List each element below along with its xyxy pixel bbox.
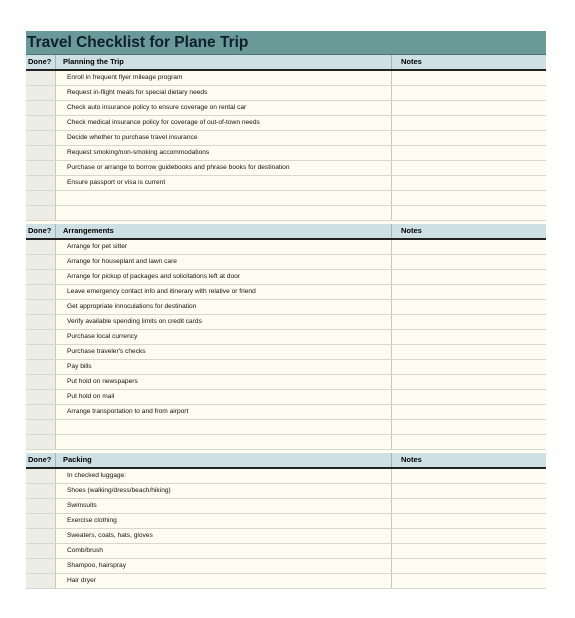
sections-container bbox=[26, 55, 546, 589]
notes-cell[interactable] bbox=[391, 375, 546, 389]
section-header-row bbox=[26, 224, 546, 240]
notes-cell[interactable] bbox=[391, 315, 546, 329]
checklist-row bbox=[26, 390, 546, 405]
notes-cell[interactable] bbox=[391, 116, 546, 130]
task-cell[interactable]: Comb/brush bbox=[55, 544, 391, 558]
notes-cell[interactable] bbox=[391, 330, 546, 344]
notes-column-header: Notes bbox=[391, 55, 546, 69]
notes-cell[interactable] bbox=[391, 559, 546, 573]
done-column-header: Done? bbox=[28, 226, 52, 235]
checklist-row bbox=[26, 544, 546, 559]
task-cell[interactable]: Swimsuits bbox=[55, 499, 391, 513]
checklist-row bbox=[26, 345, 546, 360]
task-cell[interactable]: In checked luggage: bbox=[55, 469, 391, 483]
checklist-row bbox=[26, 176, 546, 191]
checklist-row bbox=[26, 206, 546, 221]
done-cell[interactable] bbox=[26, 529, 55, 543]
notes-cell[interactable] bbox=[391, 435, 546, 449]
checklist-row bbox=[26, 300, 546, 315]
checklist-row bbox=[26, 315, 546, 330]
task-cell[interactable]: Pay bills bbox=[55, 360, 391, 374]
done-cell[interactable] bbox=[26, 360, 55, 374]
done-cell[interactable] bbox=[26, 484, 55, 498]
task-cell[interactable] bbox=[55, 435, 391, 449]
checklist-row bbox=[26, 559, 546, 574]
checklist-row bbox=[26, 191, 546, 206]
checklist-row bbox=[26, 116, 546, 131]
done-cell[interactable] bbox=[26, 101, 55, 115]
checklist-row bbox=[26, 435, 546, 450]
task-cell[interactable]: Leave emergency contact info and itinerary with relative or friend bbox=[55, 285, 391, 299]
notes-cell[interactable] bbox=[391, 206, 546, 220]
checklist-row bbox=[26, 529, 546, 544]
notes-cell[interactable] bbox=[391, 176, 546, 190]
task-cell[interactable]: Exercise clothing bbox=[55, 514, 391, 528]
checklist-row bbox=[26, 146, 546, 161]
done-cell[interactable] bbox=[26, 469, 55, 483]
notes-cell[interactable] bbox=[391, 405, 546, 419]
checklist-row bbox=[26, 574, 546, 589]
title-bar bbox=[26, 31, 546, 55]
done-cell[interactable] bbox=[26, 420, 55, 434]
checklist-row bbox=[26, 360, 546, 375]
notes-cell[interactable] bbox=[391, 420, 546, 434]
notes-cell[interactable] bbox=[391, 240, 546, 254]
notes-cell[interactable] bbox=[391, 484, 546, 498]
done-cell[interactable] bbox=[26, 499, 55, 513]
done-cell[interactable] bbox=[26, 191, 55, 205]
done-cell[interactable] bbox=[26, 255, 55, 269]
done-cell[interactable] bbox=[26, 240, 55, 254]
checklist-row bbox=[26, 71, 546, 86]
section-header-row bbox=[26, 453, 546, 469]
notes-cell[interactable] bbox=[391, 469, 546, 483]
notes-cell[interactable] bbox=[391, 360, 546, 374]
task-cell[interactable]: Purchase or arrange to borrow guidebooks and phrase books for destination bbox=[55, 161, 391, 175]
task-cell[interactable]: Arrange for pickup of packages and solicitations left at door bbox=[55, 270, 391, 284]
task-cell[interactable]: Decide whether to purchase travel insurance bbox=[55, 131, 391, 145]
section-header-row bbox=[26, 55, 546, 71]
task-cell[interactable]: Purchase local currency bbox=[55, 330, 391, 344]
task-cell[interactable]: Put hold on newspapers bbox=[55, 375, 391, 389]
task-cell[interactable]: Arrange for houseplant and lawn care bbox=[55, 255, 391, 269]
task-cell[interactable]: Ensure passport or visa is current bbox=[55, 176, 391, 190]
notes-cell[interactable] bbox=[391, 86, 546, 100]
done-cell[interactable] bbox=[26, 559, 55, 573]
task-cell[interactable]: Request smoking/non-smoking accommodations bbox=[55, 146, 391, 160]
done-cell[interactable] bbox=[26, 405, 55, 419]
notes-cell[interactable] bbox=[391, 101, 546, 115]
checklist-section bbox=[26, 453, 546, 589]
checklist-row bbox=[26, 101, 546, 116]
checklist-section bbox=[26, 224, 546, 450]
checklist-row bbox=[26, 240, 546, 255]
done-column-header: Done? bbox=[28, 57, 52, 66]
notes-cell[interactable] bbox=[391, 146, 546, 160]
done-cell[interactable] bbox=[26, 544, 55, 558]
task-cell[interactable]: Put hold on mail bbox=[55, 390, 391, 404]
checklist-row bbox=[26, 469, 546, 484]
done-cell[interactable] bbox=[26, 315, 55, 329]
done-cell[interactable] bbox=[26, 161, 55, 175]
notes-cell[interactable] bbox=[391, 270, 546, 284]
notes-cell[interactable] bbox=[391, 285, 546, 299]
notes-cell[interactable] bbox=[391, 71, 546, 85]
task-column-header: Planning the Trip bbox=[55, 55, 391, 69]
notes-cell[interactable] bbox=[391, 255, 546, 269]
checklist-row bbox=[26, 484, 546, 499]
done-cell[interactable] bbox=[26, 574, 55, 588]
done-cell[interactable] bbox=[26, 345, 55, 359]
task-cell[interactable] bbox=[55, 206, 391, 220]
done-cell[interactable] bbox=[26, 375, 55, 389]
checklist-row bbox=[26, 514, 546, 529]
done-cell[interactable] bbox=[26, 285, 55, 299]
done-cell[interactable] bbox=[26, 146, 55, 160]
done-cell[interactable] bbox=[26, 176, 55, 190]
task-cell[interactable]: Hair dryer bbox=[55, 574, 391, 588]
checklist-row bbox=[26, 405, 546, 420]
task-cell[interactable]: Arrange for pet sitter bbox=[55, 240, 391, 254]
checklist-row bbox=[26, 255, 546, 270]
done-cell[interactable] bbox=[26, 206, 55, 220]
done-cell[interactable] bbox=[26, 390, 55, 404]
task-cell[interactable]: Sweaters, coats, hats, gloves bbox=[55, 529, 391, 543]
notes-cell[interactable] bbox=[391, 544, 546, 558]
notes-cell[interactable] bbox=[391, 131, 546, 145]
done-cell[interactable] bbox=[26, 300, 55, 314]
notes-cell[interactable] bbox=[391, 390, 546, 404]
done-cell[interactable] bbox=[26, 514, 55, 528]
task-cell[interactable]: Verify available spending limits on credit cards bbox=[55, 315, 391, 329]
done-column-header: Done? bbox=[28, 455, 52, 464]
checklist-row bbox=[26, 330, 546, 345]
task-column-header: Packing bbox=[55, 453, 391, 467]
done-cell[interactable] bbox=[26, 86, 55, 100]
done-cell[interactable] bbox=[26, 131, 55, 145]
notes-cell[interactable] bbox=[391, 574, 546, 588]
notes-cell[interactable] bbox=[391, 300, 546, 314]
task-cell[interactable]: Enroll in frequent flyer mileage program bbox=[55, 71, 391, 85]
done-cell[interactable] bbox=[26, 330, 55, 344]
task-cell[interactable]: Shoes (walking/dress/beach/hiking) bbox=[55, 484, 391, 498]
checklist-section bbox=[26, 55, 546, 221]
checklist-row bbox=[26, 499, 546, 514]
notes-cell[interactable] bbox=[391, 499, 546, 513]
task-cell[interactable]: Get appropriate innoculations for destination bbox=[55, 300, 391, 314]
task-cell[interactable]: Arrange transportation to and from airport bbox=[55, 405, 391, 419]
task-column-header: Arrangements bbox=[55, 224, 391, 238]
checklist-row bbox=[26, 270, 546, 285]
checklist-row bbox=[26, 131, 546, 146]
task-cell[interactable] bbox=[55, 191, 391, 205]
checklist-row bbox=[26, 161, 546, 176]
checklist-row bbox=[26, 420, 546, 435]
checklist-row bbox=[26, 285, 546, 300]
task-cell[interactable]: Shampoo, hairspray bbox=[55, 559, 391, 573]
done-cell[interactable] bbox=[26, 116, 55, 130]
done-cell[interactable] bbox=[26, 435, 55, 449]
checklist-sheet bbox=[26, 31, 546, 589]
notes-cell[interactable] bbox=[391, 345, 546, 359]
notes-column-header: Notes bbox=[391, 224, 546, 238]
notes-cell[interactable] bbox=[391, 161, 546, 175]
notes-cell[interactable] bbox=[391, 529, 546, 543]
notes-cell[interactable] bbox=[391, 514, 546, 528]
task-cell[interactable]: Check medical insurance policy for coverage of out-of-town needs bbox=[55, 116, 391, 130]
checklist-title: Travel Checklist for Plane Trip bbox=[27, 34, 249, 51]
notes-column-header: Notes bbox=[391, 453, 546, 467]
checklist-row bbox=[26, 375, 546, 390]
task-cell[interactable] bbox=[55, 420, 391, 434]
checklist-row bbox=[26, 86, 546, 101]
notes-cell[interactable] bbox=[391, 191, 546, 205]
done-cell[interactable] bbox=[26, 270, 55, 284]
done-cell[interactable] bbox=[26, 71, 55, 85]
task-cell[interactable]: Purchase traveler's checks bbox=[55, 345, 391, 359]
task-cell[interactable]: Check auto insurance policy to ensure coverage on rental car bbox=[55, 101, 391, 115]
task-cell[interactable]: Request in-flight meals for special dietary needs bbox=[55, 86, 391, 100]
